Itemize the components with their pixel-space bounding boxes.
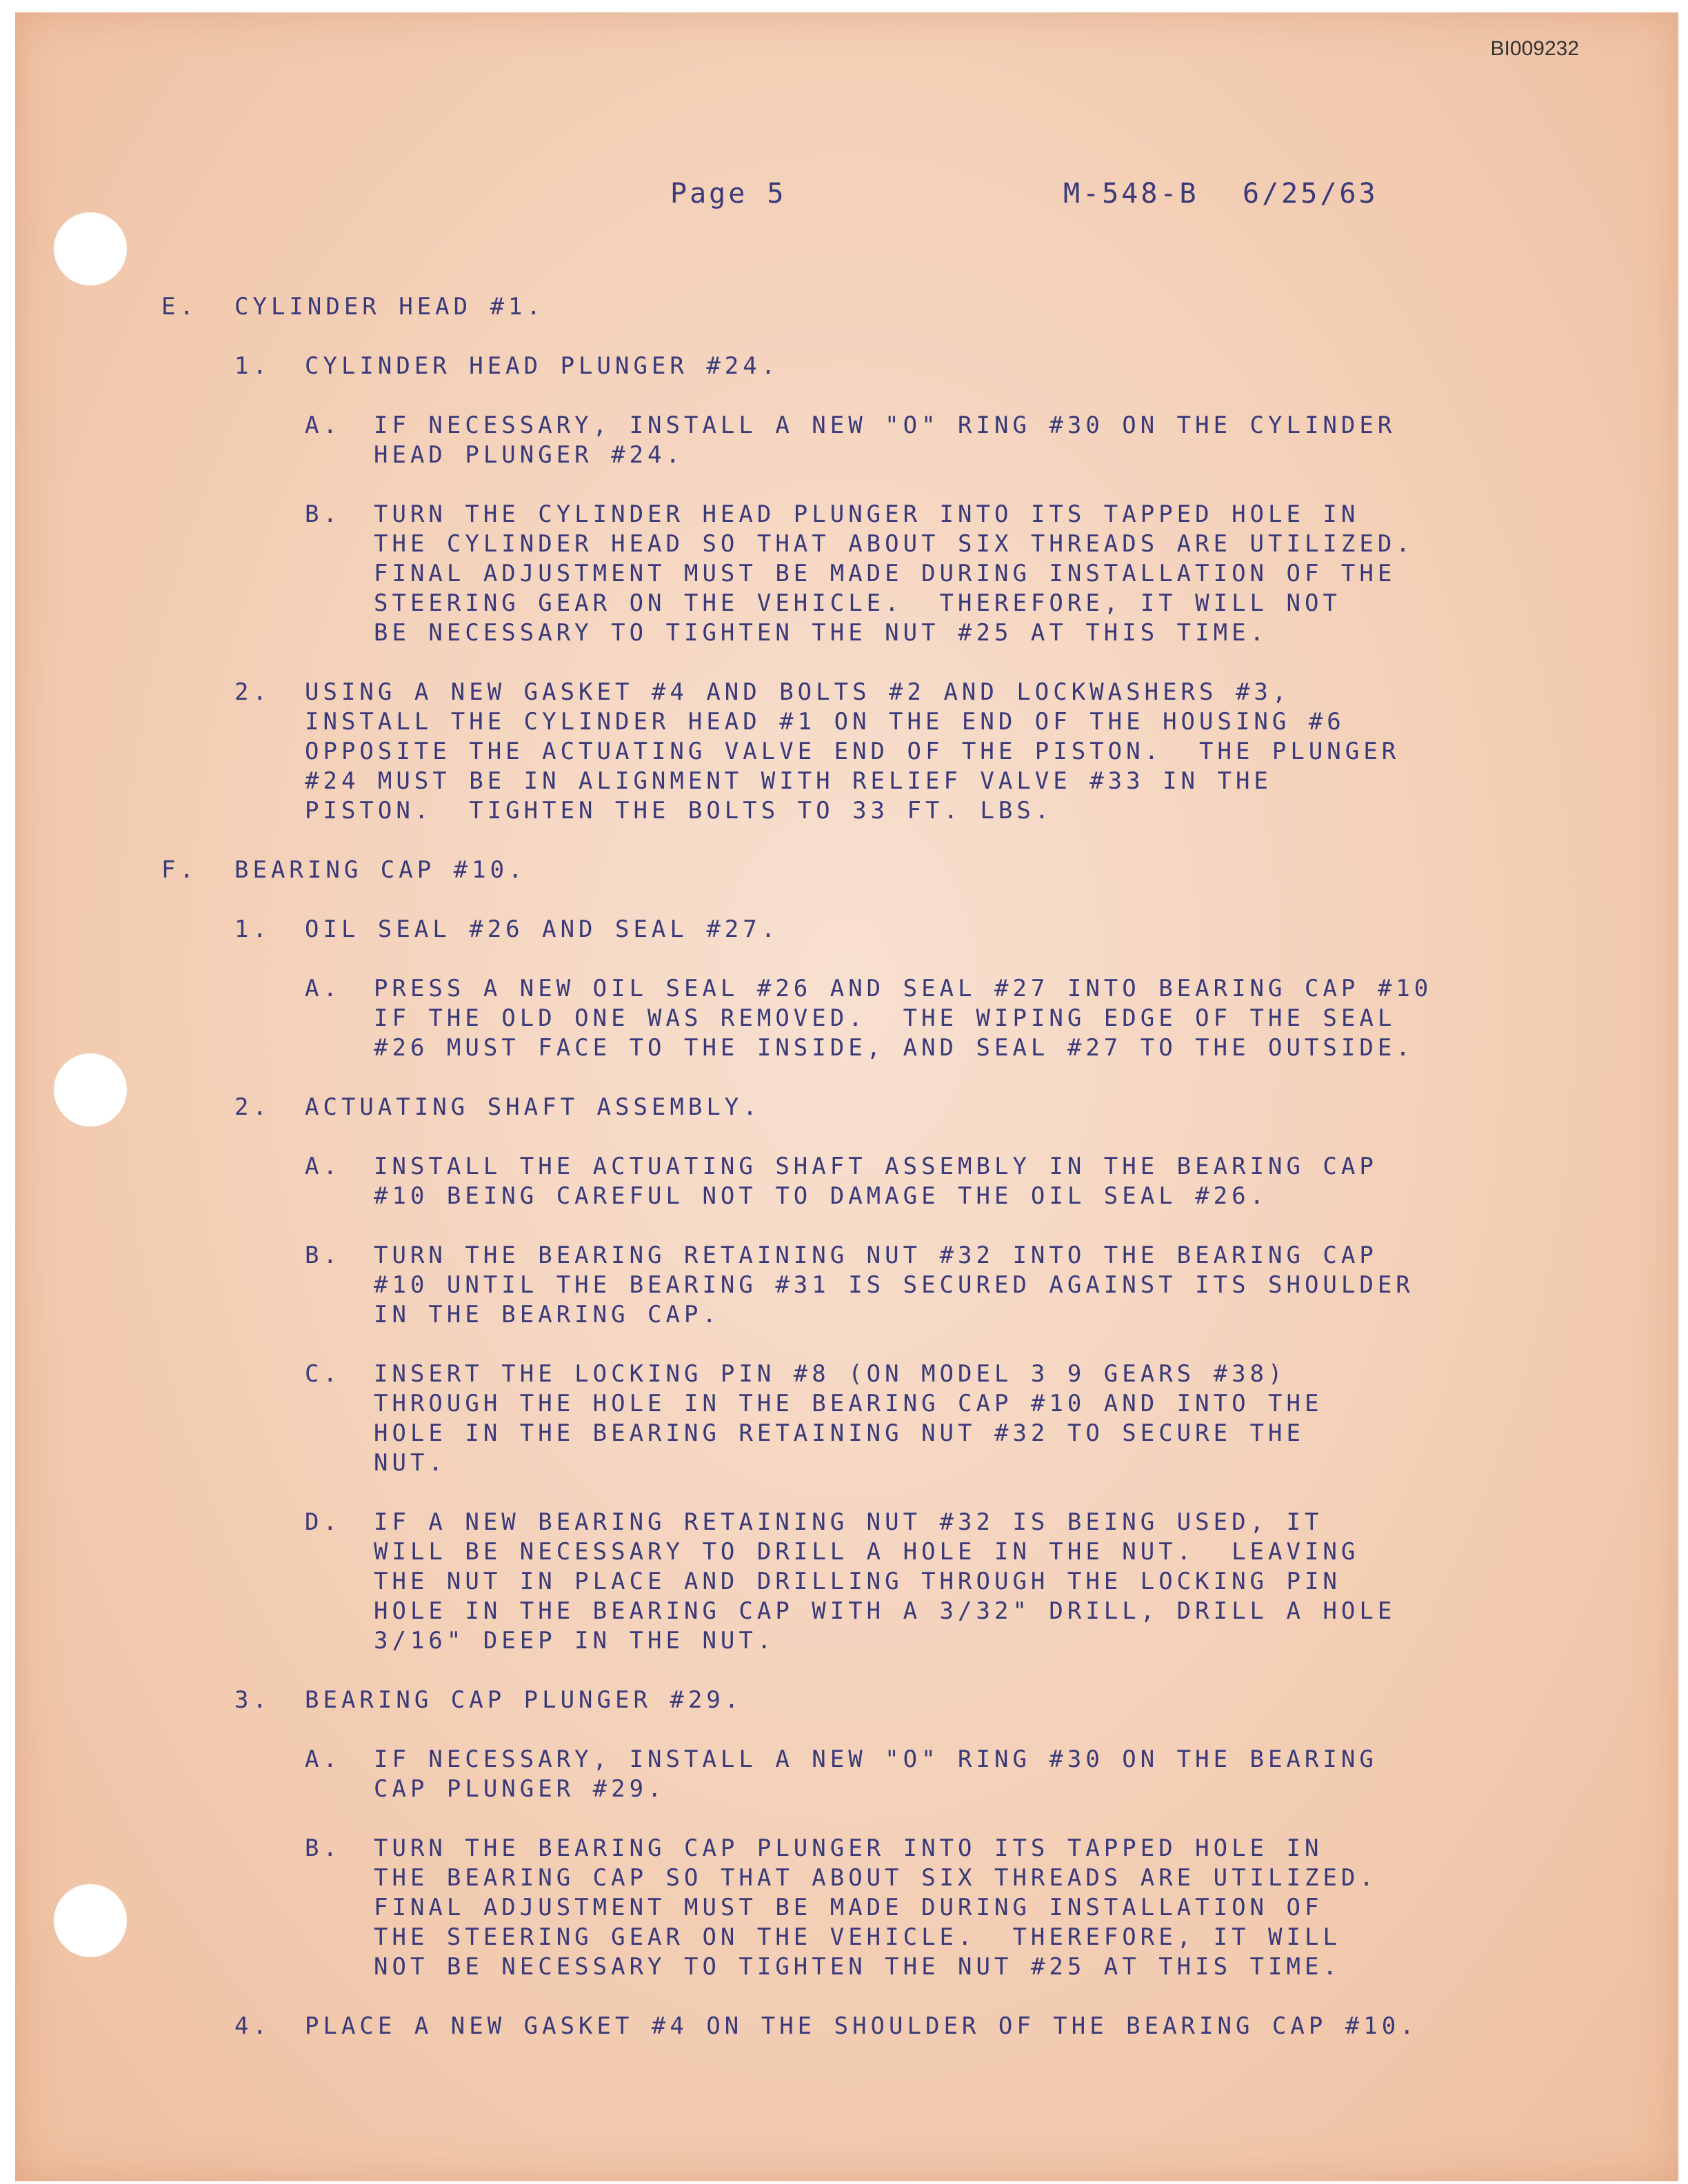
subitem-text-line: WILL BE NECESSARY TO DRILL A HOLE IN THE NUT. LEAVING xyxy=(374,1538,1360,1566)
subitem-text-line: NOT BE NECESSARY TO TIGHTEN THE NUT #25 AT THIS TIME. xyxy=(374,1953,1341,1981)
page-number: Page 5 xyxy=(670,178,787,210)
subitem-text-line: HOLE IN THE BEARING RETAINING NUT #32 TO SECURE THE xyxy=(374,1419,1305,1447)
subitem-text-line: FINAL ADJUSTMENT MUST BE MADE DURING INSTALLATION OF xyxy=(374,1894,1323,1921)
subitem-text-line: THROUGH THE HOLE IN THE BEARING CAP #10 AND INTO THE xyxy=(374,1390,1323,1417)
subitem-text-line: IN THE BEARING CAP. xyxy=(374,1301,721,1328)
subitem-label: B. xyxy=(305,1834,341,1862)
item-label: 4. xyxy=(234,2012,271,2040)
subitem-text-line: HOLE IN THE BEARING CAP WITH A 3/32" DRILL, DRILL A HOLE xyxy=(374,1597,1396,1625)
subitem-text-line: THE BEARING CAP SO THAT ABOUT SIX THREADS ARE UTILIZED. xyxy=(374,1864,1378,1892)
subitem-text-line: THE STEERING GEAR ON THE VEHICLE. THEREFORE, IT WILL xyxy=(374,1923,1341,1951)
subitem-text-line: HEAD PLUNGER #24. xyxy=(374,441,684,469)
document-date: 6/25/63 xyxy=(1243,178,1378,210)
subitem-label: A. xyxy=(305,412,341,439)
item-text-line: OPPOSITE THE ACTUATING VALVE END OF THE PISTON. THE PLUNGER xyxy=(305,738,1400,765)
item-title: ACTUATING SHAFT ASSEMBLY. xyxy=(305,1093,761,1121)
section-title: BEARING CAP #10. xyxy=(234,856,527,884)
subitem-text-line: TURN THE BEARING RETAINING NUT #32 INTO THE BEARING CAP xyxy=(374,1242,1378,1269)
punch-hole xyxy=(54,1884,127,1957)
item-title: OIL SEAL #26 AND SEAL #27. xyxy=(305,916,780,943)
item-text-line: PISTON. TIGHTEN THE BOLTS TO 33 FT. LBS. xyxy=(305,797,1054,825)
item-text-line: INSTALL THE CYLINDER HEAD #1 ON THE END OF THE HOUSING #6 xyxy=(305,708,1345,736)
subitem-text-line: #26 MUST FACE TO THE INSIDE, AND SEAL #27 TO THE OUTSIDE. xyxy=(374,1034,1414,1062)
subitem-text-line: STEERING GEAR ON THE VEHICLE. THEREFORE, IT WILL NOT xyxy=(374,589,1341,617)
subitem-text-line: NUT. xyxy=(374,1449,447,1477)
subitem-text-line: THE NUT IN PLACE AND DRILLING THROUGH THE LOCKING PIN xyxy=(374,1568,1341,1595)
subitem-label: A. xyxy=(305,1153,341,1180)
subitem-text-line: IF THE OLD ONE WAS REMOVED. THE WIPING EDGE OF THE SEAL xyxy=(374,1004,1396,1032)
punch-hole xyxy=(54,1053,127,1126)
subitem-text-line: THE CYLINDER HEAD SO THAT ABOUT SIX THREADS ARE UTILIZED. xyxy=(374,530,1414,558)
item-label: 1. xyxy=(234,916,271,943)
subitem-text-line: INSTALL THE ACTUATING SHAFT ASSEMBLY IN THE BEARING CAP xyxy=(374,1153,1378,1180)
item-text-line: #24 MUST BE IN ALIGNMENT WITH RELIEF VALVE #33 IN THE xyxy=(305,767,1272,795)
subitem-text-line: #10 BEING CAREFUL NOT TO DAMAGE THE OIL SEAL #26. xyxy=(374,1182,1269,1210)
subitem-text-line: TURN THE BEARING CAP PLUNGER INTO ITS TAPPED HOLE IN xyxy=(374,1834,1323,1862)
item-title: BEARING CAP PLUNGER #29. xyxy=(305,1686,743,1714)
section-label: F. xyxy=(161,856,198,884)
punch-hole xyxy=(54,212,127,285)
item-label: 2. xyxy=(234,1093,271,1121)
section-title: CYLINDER HEAD #1. xyxy=(234,293,545,321)
subitem-text-line: BE NECESSARY TO TIGHTEN THE NUT #25 AT THIS TIME. xyxy=(374,619,1269,647)
item-text-line: PLACE A NEW GASKET #4 ON THE SHOULDER OF THE BEARING CAP #10. xyxy=(305,2012,1418,2040)
subitem-text-line: IF NECESSARY, INSTALL A NEW "O" RING #30 ON THE BEARING xyxy=(374,1746,1378,1773)
document-page xyxy=(15,12,1678,2181)
subitem-label: A. xyxy=(305,1746,341,1773)
subitem-text-line: FINAL ADJUSTMENT MUST BE MADE DURING INSTALLATION OF THE xyxy=(374,560,1396,587)
subitem-text-line: #10 UNTIL THE BEARING #31 IS SECURED AGAINST ITS SHOULDER xyxy=(374,1271,1414,1299)
document-id: BI009232 xyxy=(1490,37,1579,60)
item-label: 3. xyxy=(234,1686,271,1714)
section-label: E. xyxy=(161,293,198,321)
subitem-label: A. xyxy=(305,975,341,1002)
subitem-label: D. xyxy=(305,1508,341,1536)
subitem-label: B. xyxy=(305,501,341,528)
item-label: 2. xyxy=(234,678,271,706)
subitem-text-line: IF A NEW BEARING RETAINING NUT #32 IS BEING USED, IT xyxy=(374,1508,1323,1536)
item-title: CYLINDER HEAD PLUNGER #24. xyxy=(305,352,780,380)
item-label: 1. xyxy=(234,352,271,380)
subitem-text-line: CAP PLUNGER #29. xyxy=(374,1775,666,1803)
subitem-text-line: TURN THE CYLINDER HEAD PLUNGER INTO ITS TAPPED HOLE IN xyxy=(374,501,1360,528)
item-text-line: USING A NEW GASKET #4 AND BOLTS #2 AND LOCKWASHERS #3, xyxy=(305,678,1291,706)
subitem-text-line: IF NECESSARY, INSTALL A NEW "O" RING #30 ON THE CYLINDER xyxy=(374,412,1396,439)
subitem-text-line: 3/16" DEEP IN THE NUT. xyxy=(374,1627,776,1655)
document-number: M-548-B xyxy=(1063,178,1199,210)
subitem-text-line: INSERT THE LOCKING PIN #8 (ON MODEL 3 9 GEARS #38) xyxy=(374,1360,1287,1388)
subitem-label: B. xyxy=(305,1242,341,1269)
subitem-label: C. xyxy=(305,1360,341,1388)
subitem-text-line: PRESS A NEW OIL SEAL #26 AND SEAL #27 INTO BEARING CAP #10 xyxy=(374,975,1433,1002)
